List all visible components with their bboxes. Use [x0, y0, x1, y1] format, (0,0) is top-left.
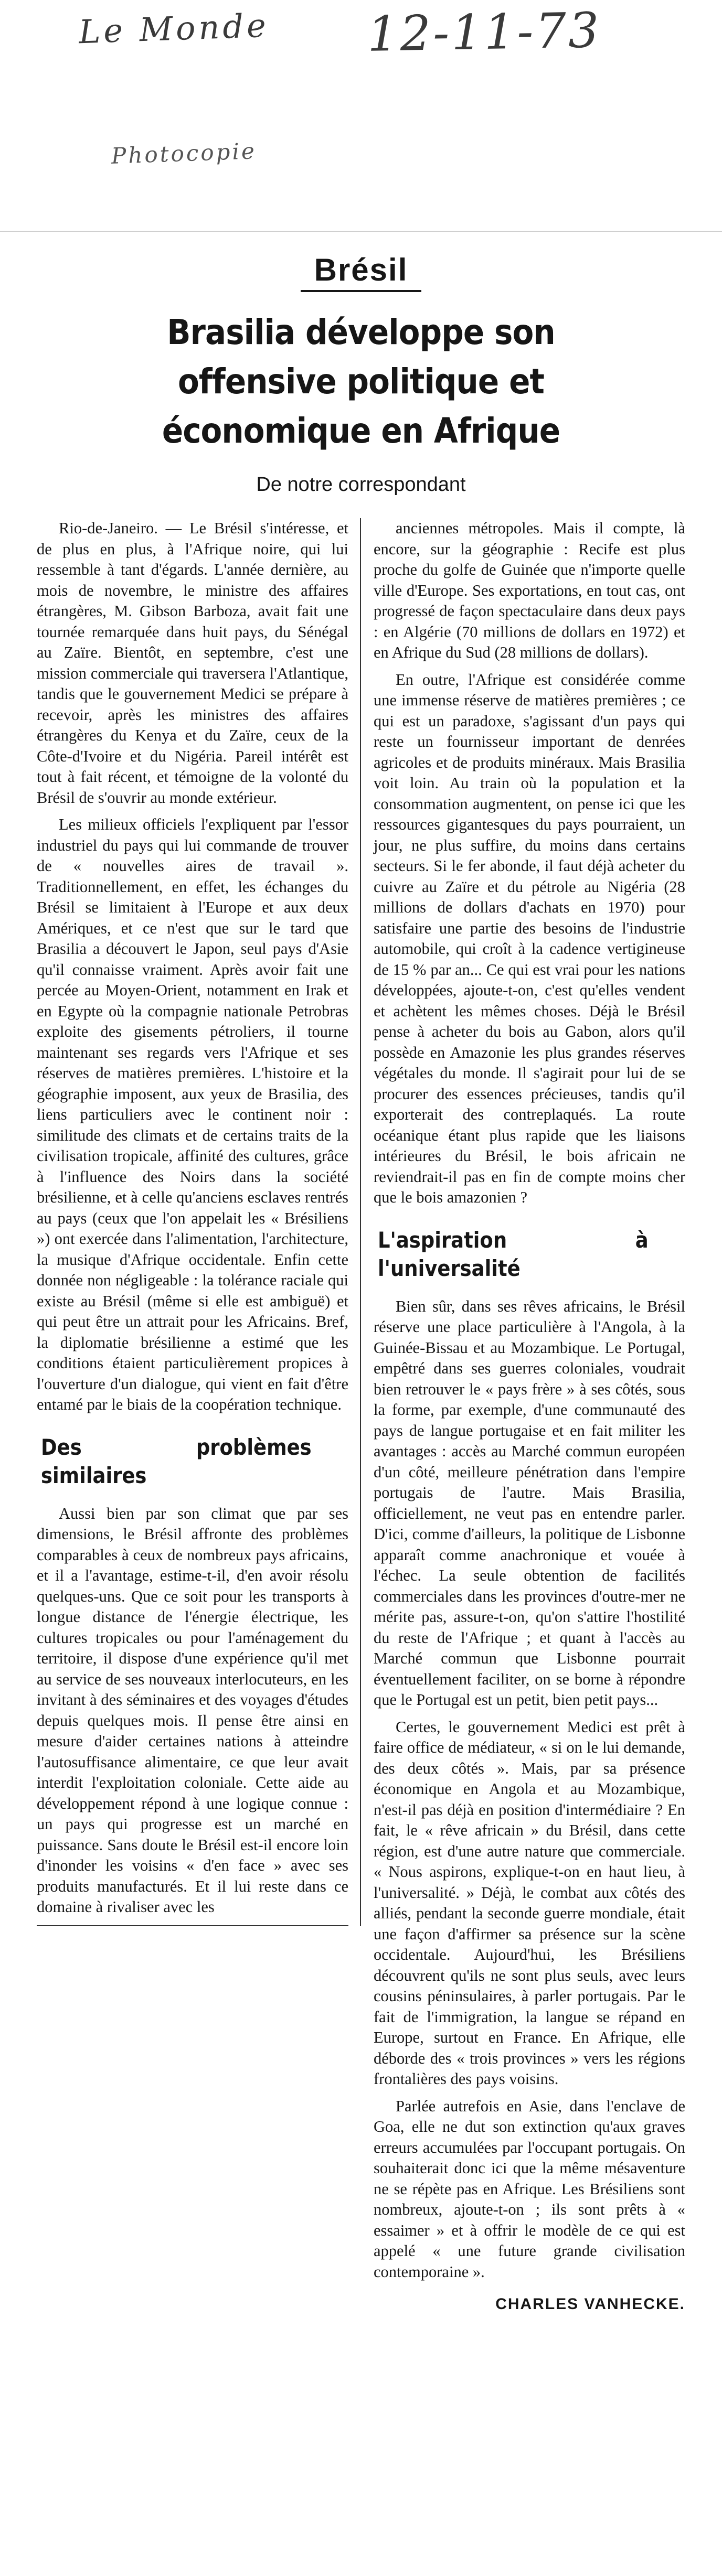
handwritten-photocopy-note: Photocopie [111, 138, 257, 169]
paragraph-right-5: Parlée autrefois en Asie, dans l'enclave de Goa, elle ne dut son extinction qu'aux graves erreurs accumulées par l'occupant portugais. On souhaiterait donc ici que la même mésaventure ne se répète pas en Afrique. Les Brésiliens sont nombreux, ajoute-t-on ; ils sont prêts à « essaimer » et à offrir le modèle de ce qui est appelé « une future grande civilisation contemporaine ». [374, 2097, 685, 2281]
paragraph-right-2: En outre, l'Afrique est considérée comme une immense réserve de matières premières ; ce qui est un paradoxe, s'agissant d'un pays qui reste un fournisseur important de denrées agricoles et de produits minéraux. Mais Brasilia voit loin. Au train où la population et la consommation augmentent, on pense ici que les ressources gigantesques du pays pourraient, un jour, ne plus suffire, du moins dans certains secteurs. Si le fer abonde, il faut déjà acheter du cuivre au Zaïre et du pétrole au Nigéria (28 millions de dollars d'achats en 1970) pour satisfaire une partie des besoins de l'industrie automobile, qui croît à la cadence vertigineuse de 15 % par an... Ce qui est vrai pour les nations développées, ajoute-t-on, c'est qu'elles vendent et achètent les mêmes choses. Déjà le Brésil pense à acheter du bois au Gabon, alors qu'il possède en Amazonie les plus grandes réserves végétales du monde. Il s'agirait pour lui de se procurer des essences précieuses, tandis qu'il exporterait des contreplaqués. La route océanique étant plus rapide que les liaisons intérieures du Brésil, le bois africain ne reviendrait-il pas en fin de compte moins cher que le bois amazonien ? [374, 670, 685, 1206]
column-end-rule [37, 1925, 348, 1926]
paragraph-left-3: Aussi bien par son climat que par ses dimensions, le Brésil affronte des problèmes comparables à ceux de nombreux pays africains, et il a l'avantage, estime-t-il, d'en avoir résolu quelques-uns. Que ce soit pour les transports à longue distance de l'énergie électrique, les cultures tropicales ou pour l'aménagement du territoire, il dispose d'une expérience qu'il met au service de ses nouveaux interlocuteurs, en les invitant à des séminaires et des voyages d'études depuis quelques mois. Il pense être ainsi en mesure d'aider certaines nations à atteindre l'autosuffisance alimentaire, ce que leur avait interdit l'exploitation coloniale. Cette aide au développement répond à une logique connue : un pays qui progresse est un marché en puissance. Sans doute le Brésil est-il encore loin d'inonder les voisins « d'en face » avec ses produits manufacturés. Et il lui reste dans ce domaine à rivaliser avec les [37, 1504, 348, 1916]
column-right [361, 518, 685, 2315]
section-rubric [37, 252, 685, 292]
handwritten-source-note: Le Monde [78, 6, 270, 51]
column-left [37, 518, 361, 1926]
author-signature: CHARLES VANHECKE. [495, 2295, 685, 2313]
subheading-problemes-similaires: Des problèmes similaires [41, 1434, 312, 1488]
subheading-aspiration-universalite: L'aspiration à l'universalité [378, 1227, 649, 1281]
paragraph-right-4: Certes, le gouvernement Medici est prêt à faire office de médiateur, « si on le lui demande, des deux côtés ». Mais, par sa présence économique en Angola et au Mozambique, n'est-il pas déjà en position d'intermédiaire ? En fait, le « rêve africain » du Brésil, dans cette région, est d'une autre nature que commerciale. « Nous aspirons, explique-t-on en haut lieu, à l'universalité. » Déjà, le combat aux côtés des alliés, pendant la seconde guerre mondiale, était une façon d'affirmer sa présence sur la scène occidentale. Aujourd'hui, les Brésiliens découvrent qu'ils ne sont plus seuls, avec leurs cousins péninsulaires, à parler portugais. Par le fait de l'immigration, la langue se répand en Europe, surtout en France. En Afrique, elle déborde des « trois provinces » vers les régions frontalières des pays voisins. [374, 1718, 685, 2088]
article-columns [37, 518, 685, 2315]
article-byline: De notre correspondant [256, 474, 466, 496]
handwritten-date: 12-11-73 [367, 2, 602, 62]
paragraph-right-1: anciennes métropoles. Mais il compte, là encore, sur la géographie : Recife est plus proche du golfe de Guinée que n'importe quelle ville d'Europe. Ses exportations, en tout cas, ont progressé de façon spectaculaire dans deux pays : en Algérie (70 millions de dollars en 1972) et en Afrique du Sud (28 millions de dollars). [374, 519, 685, 661]
paragraph-left-2: Les milieux officiels l'expliquent par l'essor industriel du pays qui lui commande de trouver de « nouvelles aires de travail ». Traditionnellement, en effet, les échanges du Brésil se limitaient à l'Europe et aux deux Amériques, et ce n'est que sur le tard que Brasilia a découvert le Japon, seul pays d'Asie qu'il connaisse vraiment. Après avoir fait une percée au Moyen-Orient, notamment en Irak et en Egypte où la compagnie nationale Petrobras exploite des gisements pétroliers, il tourne maintenant ses regards vers l'Afrique et ses réserves de matières premières. L'histoire et la géographie imposent, aux yeux de Brasilia, des liens particuliers avec le continent noir : similitude des climats et de certains traits de la civilisation tropicale, affinité des cultures, grâce à l'influence des Noirs dans la société brésilienne, et à celle qu'anciens esclaves rentrés au pays (ceux que l'on appelait les « Brésiliens ») ont exercée dans l'alimentation, l'architecture, la musique d'Afrique occidentale. Enfin cette donnée non négligeable : la tolérance raciale qui existe au Brésil (même si elle est ambiguë) et qui peut être un attrait pour les Africains. Bref, la diplomatie brésilienne a estimé que les conditions étaient particulièrement propices à l'ouverture d'un dialogue, qui vient en fait d'être entamé par le biais de la coopération technique. [37, 815, 348, 1413]
article-headline: Brasilia développe son offensive politique et économique en Afrique [162, 312, 560, 451]
newspaper-clipping [37, 241, 685, 2315]
paragraph-left-1: Rio-de-Janeiro. — Le Brésil s'intéresse, et de plus en plus, à l'Afrique noire, qui lui ressemble à tant d'égards. L'année dernière, au mois de novembre, le ministre des affaires étrangères, M. Gibson Barboza, avait fait une tournée remarquée dans huit pays, du Sénégal au Zaïre. Bientôt, en septembre, c'est une mission commerciale qui traversera l'Atlantique, tandis que le gouvernement Medici se prépare à recevoir, après les ministres des affaires étrangères du Kenya et du Zaïre, ceux de la Côte-d'Ivoire et du Nigéria. Pareil intérêt est tout à fait récent, et témoigne de la volonté du Brésil de s'ouvrir au monde extérieur. [37, 519, 348, 807]
paragraph-right-3: Bien sûr, dans ses rêves africains, le Brésil réserve une place particulière à l'Angola, à la Guinée-Bissau et au Mozambique. Le Portugal, empêtré dans ses guerres coloniales, voudrait bien retrouver le « pays frère » à ses côtés, sous la forme, par exemple, d'une communauté des pays de langue portugaise et en fait militer les avantages : accès au Marché commun européen d'un côté, meilleure pénétration dans l'empire portugais de l'autre. Mais Brasilia, officiellement, ne veut pas en entendre parler. D'ici, comme d'ailleurs, la politique de Lisbonne apparaît comme anachronique et vouée à l'échec. La seule obtention de facilités commerciales dans les provinces d'outre-mer ne mérite pas, assure-t-on, qu'on s'attire l'hostilité du reste de l'Afrique ; et quant à l'accès au Marché commun que Lisbonne pourrait éventuellement faciliter, on se borne à répondre que le Portugal est un petit, bien petit pays... [374, 1297, 685, 1709]
rubric-label: Brésil [301, 252, 422, 292]
